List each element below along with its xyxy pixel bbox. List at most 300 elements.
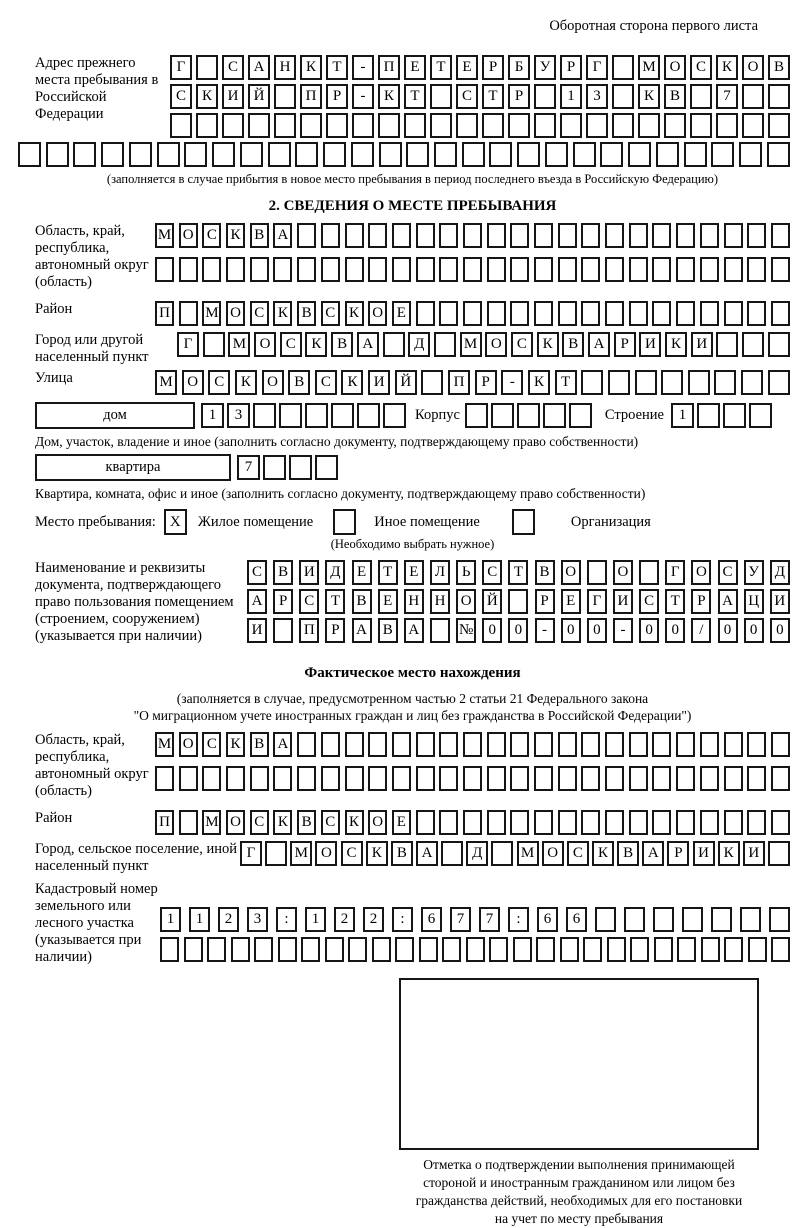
char-cell[interactable]: К xyxy=(638,84,660,109)
char-cell[interactable]: В xyxy=(250,732,269,757)
char-cell[interactable]: М xyxy=(517,841,539,866)
char-cell[interactable]: С xyxy=(315,370,337,395)
char-cell[interactable]: Г xyxy=(586,55,608,80)
char-cell[interactable]: С xyxy=(247,560,267,585)
char-cell[interactable]: Й xyxy=(395,370,417,395)
char-cell[interactable] xyxy=(441,841,463,866)
char-cell[interactable]: : xyxy=(508,907,529,932)
char-cell[interactable] xyxy=(652,810,671,835)
char-cell[interactable]: Т xyxy=(326,55,348,80)
char-cell[interactable]: С xyxy=(321,301,340,326)
char-cell[interactable] xyxy=(263,455,286,480)
char-cell[interactable] xyxy=(747,257,766,282)
char-cell[interactable] xyxy=(534,732,553,757)
char-cell[interactable] xyxy=(600,142,623,167)
char-cell[interactable]: И xyxy=(639,332,661,357)
char-cell[interactable] xyxy=(18,142,41,167)
char-cell[interactable] xyxy=(629,223,648,248)
char-cell[interactable] xyxy=(416,257,435,282)
char-cell[interactable] xyxy=(630,937,649,962)
char-cell[interactable] xyxy=(439,301,458,326)
char-cell[interactable] xyxy=(724,937,743,962)
char-cell[interactable]: О xyxy=(542,841,564,866)
char-cell[interactable]: 1 xyxy=(560,84,582,109)
char-cell[interactable]: К xyxy=(537,332,559,357)
char-cell[interactable] xyxy=(301,937,320,962)
char-cell[interactable]: М xyxy=(202,301,221,326)
char-cell[interactable]: 1 xyxy=(671,403,694,428)
char-cell[interactable] xyxy=(684,142,707,167)
char-cell[interactable]: Т xyxy=(665,589,685,614)
char-cell[interactable] xyxy=(586,113,608,138)
char-cell[interactable]: 7 xyxy=(716,84,738,109)
char-cell[interactable]: Т xyxy=(325,589,345,614)
char-cell[interactable] xyxy=(639,560,659,585)
char-cell[interactable] xyxy=(289,455,312,480)
char-cell[interactable] xyxy=(536,937,555,962)
char-cell[interactable] xyxy=(771,257,790,282)
char-cell[interactable]: А xyxy=(642,841,664,866)
char-cell[interactable] xyxy=(421,370,443,395)
char-cell[interactable]: Т xyxy=(430,55,452,80)
char-cell[interactable] xyxy=(297,257,316,282)
char-cell[interactable] xyxy=(558,810,577,835)
char-cell[interactable] xyxy=(315,455,338,480)
char-cell[interactable] xyxy=(652,301,671,326)
char-cell[interactable]: К xyxy=(273,301,292,326)
char-cell[interactable]: И xyxy=(743,841,765,866)
stay-option-other-checkbox[interactable] xyxy=(333,509,356,535)
char-cell[interactable]: Й xyxy=(248,84,270,109)
char-cell[interactable]: Т xyxy=(555,370,577,395)
char-cell[interactable]: К xyxy=(273,810,292,835)
char-cell[interactable]: О xyxy=(226,301,245,326)
char-cell[interactable]: Е xyxy=(352,560,372,585)
char-cell[interactable]: С xyxy=(511,332,533,357)
char-cell[interactable]: С xyxy=(202,732,221,757)
char-cell[interactable] xyxy=(392,257,411,282)
char-cell[interactable]: Д xyxy=(770,560,790,585)
char-cell[interactable] xyxy=(652,223,671,248)
char-cell[interactable] xyxy=(491,403,514,428)
char-cell[interactable] xyxy=(487,766,506,791)
char-cell[interactable] xyxy=(724,810,743,835)
char-cell[interactable]: О xyxy=(691,560,711,585)
char-cell[interactable]: Т xyxy=(378,560,398,585)
char-cell[interactable] xyxy=(517,142,540,167)
char-cell[interactable]: Ц xyxy=(744,589,764,614)
char-cell[interactable] xyxy=(652,766,671,791)
char-cell[interactable]: Д xyxy=(408,332,430,357)
char-cell[interactable]: 1 xyxy=(189,907,210,932)
char-cell[interactable]: С xyxy=(482,560,502,585)
char-cell[interactable]: О xyxy=(485,332,507,357)
char-cell[interactable]: О xyxy=(226,810,245,835)
char-cell[interactable]: 1 xyxy=(160,907,181,932)
char-cell[interactable]: М xyxy=(228,332,250,357)
char-cell[interactable] xyxy=(624,907,645,932)
char-cell[interactable]: 0 xyxy=(639,618,659,643)
char-cell[interactable] xyxy=(768,84,790,109)
char-cell[interactable]: С xyxy=(250,810,269,835)
char-cell[interactable]: В xyxy=(352,589,372,614)
char-cell[interactable] xyxy=(587,560,607,585)
char-cell[interactable]: Т xyxy=(508,560,528,585)
char-cell[interactable]: В xyxy=(288,370,310,395)
char-cell[interactable] xyxy=(558,732,577,757)
char-cell[interactable] xyxy=(392,732,411,757)
char-cell[interactable]: О xyxy=(613,560,633,585)
char-cell[interactable] xyxy=(345,223,364,248)
char-cell[interactable]: С xyxy=(280,332,302,357)
char-cell[interactable]: О xyxy=(179,732,198,757)
char-cell[interactable]: П xyxy=(378,55,400,80)
char-cell[interactable] xyxy=(430,618,450,643)
char-cell[interactable] xyxy=(491,841,513,866)
char-cell[interactable] xyxy=(226,766,245,791)
char-cell[interactable] xyxy=(768,332,790,357)
char-cell[interactable] xyxy=(273,257,292,282)
char-cell[interactable] xyxy=(508,589,528,614)
char-cell[interactable] xyxy=(534,301,553,326)
char-cell[interactable] xyxy=(416,766,435,791)
char-cell[interactable] xyxy=(295,142,318,167)
char-cell[interactable]: - xyxy=(535,618,555,643)
char-cell[interactable]: О xyxy=(456,589,476,614)
char-cell[interactable] xyxy=(723,403,746,428)
char-cell[interactable] xyxy=(741,370,763,395)
char-cell[interactable] xyxy=(711,142,734,167)
char-cell[interactable]: П xyxy=(299,618,319,643)
char-cell[interactable]: Г xyxy=(665,560,685,585)
char-cell[interactable]: П xyxy=(300,84,322,109)
char-cell[interactable] xyxy=(321,223,340,248)
char-cell[interactable] xyxy=(207,937,226,962)
char-cell[interactable] xyxy=(462,142,485,167)
char-cell[interactable]: К xyxy=(665,332,687,357)
char-cell[interactable] xyxy=(701,937,720,962)
char-cell[interactable] xyxy=(748,937,767,962)
char-cell[interactable]: № xyxy=(456,618,476,643)
char-cell[interactable] xyxy=(155,257,174,282)
char-cell[interactable] xyxy=(742,332,764,357)
char-cell[interactable] xyxy=(466,937,485,962)
char-cell[interactable]: Т xyxy=(482,84,504,109)
char-cell[interactable] xyxy=(768,841,790,866)
char-cell[interactable] xyxy=(463,810,482,835)
char-cell[interactable] xyxy=(605,766,624,791)
char-cell[interactable] xyxy=(676,732,695,757)
char-cell[interactable] xyxy=(581,370,603,395)
char-cell[interactable] xyxy=(605,257,624,282)
char-cell[interactable] xyxy=(155,766,174,791)
char-cell[interactable] xyxy=(487,257,506,282)
char-cell[interactable]: Н xyxy=(430,589,450,614)
char-cell[interactable] xyxy=(560,113,582,138)
char-cell[interactable] xyxy=(508,113,530,138)
char-cell[interactable] xyxy=(240,142,263,167)
char-cell[interactable]: С xyxy=(299,589,319,614)
char-cell[interactable]: Р xyxy=(475,370,497,395)
char-cell[interactable] xyxy=(724,301,743,326)
char-cell[interactable]: И xyxy=(770,589,790,614)
char-cell[interactable]: И xyxy=(691,332,713,357)
char-cell[interactable] xyxy=(742,113,764,138)
char-cell[interactable] xyxy=(253,403,276,428)
char-cell[interactable]: К xyxy=(718,841,740,866)
char-cell[interactable]: А xyxy=(404,618,424,643)
stay-option-residential-checkbox[interactable]: X xyxy=(164,509,187,535)
char-cell[interactable] xyxy=(404,113,426,138)
char-cell[interactable] xyxy=(724,766,743,791)
char-cell[interactable] xyxy=(345,766,364,791)
char-cell[interactable] xyxy=(690,84,712,109)
char-cell[interactable] xyxy=(534,810,553,835)
char-cell[interactable]: Й xyxy=(482,589,502,614)
char-cell[interactable]: Г xyxy=(177,332,199,357)
char-cell[interactable] xyxy=(654,937,673,962)
char-cell[interactable] xyxy=(250,766,269,791)
char-cell[interactable] xyxy=(368,766,387,791)
char-cell[interactable]: С xyxy=(222,55,244,80)
char-cell[interactable]: В xyxy=(664,84,686,109)
char-cell[interactable]: И xyxy=(247,618,267,643)
char-cell[interactable]: 0 xyxy=(482,618,502,643)
char-cell[interactable] xyxy=(700,732,719,757)
char-cell[interactable] xyxy=(628,142,651,167)
char-cell[interactable]: К xyxy=(716,55,738,80)
char-cell[interactable]: 2 xyxy=(218,907,239,932)
char-cell[interactable] xyxy=(379,142,402,167)
char-cell[interactable] xyxy=(605,732,624,757)
char-cell[interactable] xyxy=(652,257,671,282)
char-cell[interactable]: О xyxy=(262,370,284,395)
char-cell[interactable]: Г xyxy=(587,589,607,614)
char-cell[interactable]: К xyxy=(592,841,614,866)
char-cell[interactable] xyxy=(463,257,482,282)
char-cell[interactable] xyxy=(202,766,221,791)
char-cell[interactable] xyxy=(543,403,566,428)
char-cell[interactable] xyxy=(771,937,790,962)
char-cell[interactable]: В xyxy=(562,332,584,357)
char-cell[interactable] xyxy=(629,766,648,791)
char-cell[interactable] xyxy=(463,223,482,248)
char-cell[interactable] xyxy=(612,113,634,138)
char-cell[interactable]: Р xyxy=(691,589,711,614)
char-cell[interactable]: 0 xyxy=(665,618,685,643)
char-cell[interactable]: А xyxy=(352,618,372,643)
char-cell[interactable] xyxy=(716,113,738,138)
char-cell[interactable]: П xyxy=(155,810,174,835)
char-cell[interactable]: 6 xyxy=(566,907,587,932)
char-cell[interactable]: 7 xyxy=(479,907,500,932)
char-cell[interactable] xyxy=(676,810,695,835)
char-cell[interactable] xyxy=(635,370,657,395)
char-cell[interactable] xyxy=(581,810,600,835)
char-cell[interactable] xyxy=(771,223,790,248)
char-cell[interactable]: 0 xyxy=(561,618,581,643)
char-cell[interactable]: К xyxy=(341,370,363,395)
char-cell[interactable] xyxy=(392,223,411,248)
char-cell[interactable] xyxy=(510,301,529,326)
char-cell[interactable]: О xyxy=(368,810,387,835)
char-cell[interactable] xyxy=(129,142,152,167)
char-cell[interactable]: У xyxy=(744,560,764,585)
char-cell[interactable] xyxy=(101,142,124,167)
char-cell[interactable] xyxy=(434,142,457,167)
char-cell[interactable] xyxy=(724,732,743,757)
char-cell[interactable]: А xyxy=(357,332,379,357)
char-cell[interactable] xyxy=(248,113,270,138)
char-cell[interactable]: В xyxy=(297,301,316,326)
char-cell[interactable] xyxy=(595,907,616,932)
char-cell[interactable] xyxy=(416,810,435,835)
char-cell[interactable]: О xyxy=(368,301,387,326)
char-cell[interactable] xyxy=(157,142,180,167)
char-cell[interactable] xyxy=(676,257,695,282)
char-cell[interactable] xyxy=(700,810,719,835)
char-cell[interactable] xyxy=(331,403,354,428)
char-cell[interactable] xyxy=(688,370,710,395)
char-cell[interactable]: С xyxy=(208,370,230,395)
char-cell[interactable] xyxy=(629,732,648,757)
char-cell[interactable]: С xyxy=(639,589,659,614)
stay-option-organization-checkbox[interactable] xyxy=(512,509,535,535)
char-cell[interactable] xyxy=(510,223,529,248)
char-cell[interactable] xyxy=(489,142,512,167)
char-cell[interactable] xyxy=(605,223,624,248)
char-cell[interactable] xyxy=(463,766,482,791)
char-cell[interactable]: В xyxy=(273,560,293,585)
char-cell[interactable]: 0 xyxy=(770,618,790,643)
char-cell[interactable]: В xyxy=(768,55,790,80)
char-cell[interactable] xyxy=(179,810,198,835)
char-cell[interactable] xyxy=(700,223,719,248)
char-cell[interactable] xyxy=(742,84,764,109)
char-cell[interactable] xyxy=(383,332,405,357)
char-cell[interactable] xyxy=(747,766,766,791)
char-cell[interactable]: С xyxy=(456,84,478,109)
char-cell[interactable] xyxy=(558,301,577,326)
char-cell[interactable]: Е xyxy=(392,301,411,326)
char-cell[interactable] xyxy=(442,937,461,962)
char-cell[interactable] xyxy=(714,370,736,395)
char-cell[interactable]: М xyxy=(460,332,482,357)
char-cell[interactable] xyxy=(357,403,380,428)
char-cell[interactable] xyxy=(534,113,556,138)
char-cell[interactable] xyxy=(487,301,506,326)
char-cell[interactable] xyxy=(489,937,508,962)
char-cell[interactable]: В xyxy=(331,332,353,357)
char-cell[interactable]: 2 xyxy=(363,907,384,932)
char-cell[interactable]: 3 xyxy=(247,907,268,932)
char-cell[interactable] xyxy=(510,257,529,282)
char-cell[interactable] xyxy=(676,766,695,791)
char-cell[interactable] xyxy=(254,937,273,962)
char-cell[interactable] xyxy=(510,766,529,791)
char-cell[interactable] xyxy=(558,223,577,248)
char-cell[interactable]: : xyxy=(392,907,413,932)
char-cell[interactable] xyxy=(724,257,743,282)
char-cell[interactable] xyxy=(513,937,532,962)
char-cell[interactable]: Е xyxy=(456,55,478,80)
char-cell[interactable]: Е xyxy=(404,560,424,585)
char-cell[interactable] xyxy=(739,142,762,167)
char-cell[interactable]: К xyxy=(366,841,388,866)
char-cell[interactable] xyxy=(700,766,719,791)
char-cell[interactable] xyxy=(348,937,367,962)
char-cell[interactable] xyxy=(226,257,245,282)
char-cell[interactable]: К xyxy=(528,370,550,395)
char-cell[interactable]: И xyxy=(693,841,715,866)
char-cell[interactable] xyxy=(771,301,790,326)
char-cell[interactable] xyxy=(395,937,414,962)
char-cell[interactable] xyxy=(439,732,458,757)
char-cell[interactable] xyxy=(534,84,556,109)
char-cell[interactable]: О xyxy=(182,370,204,395)
char-cell[interactable] xyxy=(250,257,269,282)
char-cell[interactable] xyxy=(664,113,686,138)
char-cell[interactable]: : xyxy=(276,907,297,932)
char-cell[interactable]: 7 xyxy=(237,455,260,480)
char-cell[interactable]: И xyxy=(222,84,244,109)
char-cell[interactable] xyxy=(558,257,577,282)
char-cell[interactable]: 0 xyxy=(744,618,764,643)
char-cell[interactable] xyxy=(274,113,296,138)
char-cell[interactable]: Н xyxy=(404,589,424,614)
char-cell[interactable]: 2 xyxy=(334,907,355,932)
char-cell[interactable] xyxy=(160,937,179,962)
char-cell[interactable] xyxy=(345,257,364,282)
char-cell[interactable]: Е xyxy=(561,589,581,614)
char-cell[interactable]: К xyxy=(378,84,400,109)
char-cell[interactable] xyxy=(612,84,634,109)
char-cell[interactable]: С xyxy=(250,301,269,326)
char-cell[interactable] xyxy=(560,937,579,962)
char-cell[interactable]: Б xyxy=(508,55,530,80)
char-cell[interactable] xyxy=(605,810,624,835)
char-cell[interactable] xyxy=(300,113,322,138)
char-cell[interactable]: Д xyxy=(325,560,345,585)
char-cell[interactable]: 1 xyxy=(201,403,224,428)
char-cell[interactable]: Л xyxy=(430,560,450,585)
char-cell[interactable]: К xyxy=(345,301,364,326)
char-cell[interactable]: А xyxy=(718,589,738,614)
char-cell[interactable] xyxy=(392,766,411,791)
char-cell[interactable] xyxy=(482,113,504,138)
char-cell[interactable] xyxy=(700,301,719,326)
char-cell[interactable] xyxy=(278,937,297,962)
char-cell[interactable]: Р xyxy=(482,55,504,80)
char-cell[interactable]: / xyxy=(691,618,711,643)
char-cell[interactable] xyxy=(416,223,435,248)
char-cell[interactable] xyxy=(545,142,568,167)
char-cell[interactable]: - xyxy=(613,618,633,643)
char-cell[interactable]: П xyxy=(448,370,470,395)
char-cell[interactable]: К xyxy=(196,84,218,109)
char-cell[interactable] xyxy=(487,732,506,757)
char-cell[interactable] xyxy=(73,142,96,167)
char-cell[interactable] xyxy=(456,113,478,138)
char-cell[interactable] xyxy=(682,907,703,932)
char-cell[interactable] xyxy=(607,937,626,962)
char-cell[interactable] xyxy=(273,618,293,643)
char-cell[interactable]: В xyxy=(250,223,269,248)
char-cell[interactable]: Р xyxy=(508,84,530,109)
char-cell[interactable] xyxy=(558,766,577,791)
char-cell[interactable] xyxy=(569,403,592,428)
char-cell[interactable] xyxy=(581,766,600,791)
